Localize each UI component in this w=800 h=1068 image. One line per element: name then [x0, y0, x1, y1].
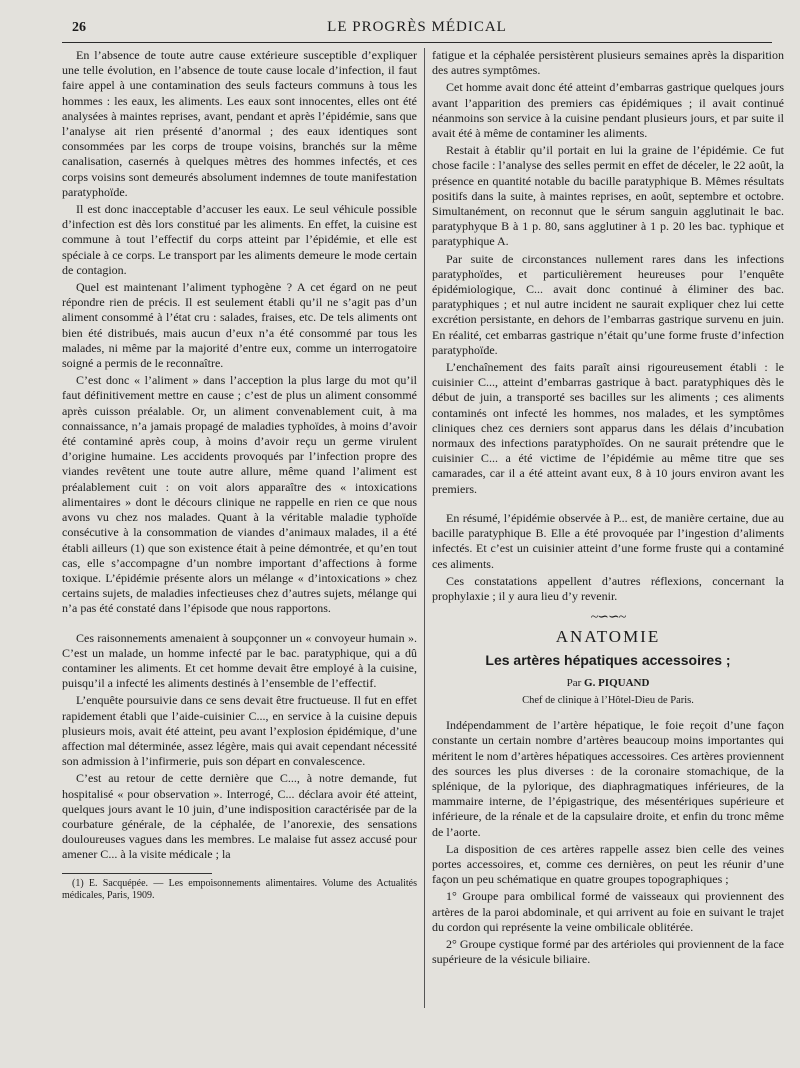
paragraph: C’est au retour de cette dernière que C..., à notre demande, fut hospitalisé « pour observation ». Interrogé, C... déclara avoir été atteint, quelques jours avant le 10 juin, d’une indisposition caractérisée par de la courbature générale, de la céphalée, de l’anorexie, des sensations douloureuses vagues dans les membres. Le malaise fut assez accusé pour amener C... à la visite médicale ; la: [62, 771, 417, 862]
page-header: [62, 16, 772, 43]
paragraph: Il est donc inacceptable d’accuser les eaux. Le seul véhicule possible d’infection est dès lors constitué par les aliments. En effet, la cuisine est commune à tout l’effectif du corps atteint par l’épidémie, et elle est spéciale à ce corps. Le transport par les aliments demeure le mode certain de contagion.: [62, 202, 417, 277]
paragraph: L’enquête poursuivie dans ce sens devait être fructueuse. Il fut en effet rapidement établi que l’aide-cuisinier C..., en service à la cuisine depuis plusieurs mois, avait été atteint, peu avant l’explosion épidémique, d’une affection mal déterminée, assez légère, mais qui avait cependant nécessité son admission à l’infirmerie, puis son départ en convalescence.: [62, 693, 417, 769]
paragraph: C’est donc « l’aliment » dans l’acception la plus large du mot qu’il faut définitivement mettre en cause ; c’est de plus un aliment consommé après cuisson préalable. Or, un aliment convenablement cuit, à ma connaissance, n’a jamais propagé de maladies typhoïdes, à moins d’avoir été contaminé après coup, à moins d’avoir reçu un germe virulent d’origine humaine. Les accidents provoqués par l’infection propre des viandes revêtent une toute autre allure, même quand l’aliment est préalablement cuit : on voit alors apparaître des « intoxications alimentaires » dont le décours clinique ne rappelle en rien ce que nous avons vu chez nos malades. Quant à la véritable maladie typhoïde consécutive à la consommation de viandes d’animaux malades, il a été établi ailleurs (1) que son existence était à peine démontrée, et qu’en tout cas, elle s’accompagne d’un nombre important d’affections à forme toxique. L’épidémie présente alors un mélange « d’intoxications » chez certains sujets, de maladies infectieuses chez d’autres sujets, mélange qui n’a pas été constaté dans l’épisode que nous rapportons.: [62, 373, 417, 616]
byline: [432, 676, 784, 691]
paragraph: Ces raisonnements amenaient à soupçonner un « convoyeur humain ». C’est un malade, un homme infecté par le bac. paratyphique, qui a dû contaminer les aliments. Et cet homme devait être employé à la cuisine, puisqu’il a infecté les aliments destinés à l’ensemble de l’effectif.: [62, 630, 417, 691]
paragraph: L’enchaînement des faits paraît ainsi rigoureusement établi : le cuisinier C..., atteint d’embarras gastrique à bact. paratyphiques dès le début de juin, a transporté ses bacilles sur les aliments ; ces aliments contaminés ont infecté les hommes, nos malades, et les symptômes cliniques chez ces derniers sont apparus dans les délais d’incubation normaux des infections paratyphoïdes. On ne saurait prétendre que le cuisinier C... a été victime de l’épidémie au même titre que ses camarades, car il a été atteint avant eux, 8 à 10 jours environ avant les premiers.: [432, 360, 784, 496]
paragraph: En l’absence de toute autre cause extérieure susceptible d’expliquer une telle évolution, en l’absence de toute cause locale d’infection, il faut faire appel à une contamination des seuls facteurs communs à tous les hommes : les eaux, les aliments. Les eaux sont innocentes, elles ont été analysées à maintes reprises, avant, pendant et après l’épidémie, sans que l’analyse ait rien présenté d’anormal ; des eaux identiques sont consommées par les corps de troupe voisins, branchés sur la même canalisation, casernés à quelques mètres des hommes infectés, et ces corps voisins sont demeurés absolument indemnes de toute manifestation paratyphoïde.: [62, 48, 417, 199]
left-column: [62, 48, 417, 904]
article-paragraph: Indépendamment de l’artère hépatique, le foie reçoit d’une façon constante un certain nombre d’artères beaucoup moins importantes qui méritent le nom d’artères hépatiques accessoires. Ces artères proviennent des sources les plus diverses : de la coronaire stomachique, de la splénique, de la pylorique, des diaphragmatiques inférieures, de la mammaire interne, de l’épigastrique, des mésentériques supérieure et inférieure, de la rénale et de la capsulaire droite, et enfin du tronc même de l’aorte.: [432, 718, 784, 839]
article-paragraph: 2° Groupe cystique formé par des artérioles qui proviennent de la face supérieure de la vésicule biliaire.: [432, 936, 784, 967]
page-number: 26: [72, 20, 86, 35]
paragraph-gap: [62, 619, 417, 631]
paragraph: Restait à établir qu’il portait en lui la graine de l’épidémie. Ce fut chose facile : l’analyse des selles permit en effet de déceler, le 22 août, la présence en quantité notable du bacille paratyphique B. Mêmes résultats positifs dans la suite, à maintes reprises, en août, septembre et octobre. Simultanément, on reconnut que le sérum sanguin agglutinait le bac. paratyphyque B à 1 p. 80, sans agglutiner à 1 p. 20 les bac. typhique et paratyphique A.: [432, 143, 784, 249]
right-column: [432, 48, 784, 969]
paragraph: fatigue et la céphalée persistèrent plusieurs semaines après la disparition des autres symptômes.: [432, 48, 784, 78]
author-name: G. PIQUAND: [584, 676, 650, 689]
column-divider: [424, 48, 425, 1008]
paragraph: En résumé, l’épidémie observée à P... est, de manière certaine, due au bacille paratyphique B. Elle a été provoquée par l’ingestion d’aliments infectés. Et c’est un cuisinier atteint d’une forme fruste qui a contaminé ces aliments.: [432, 510, 784, 571]
paragraph: Par suite de circonstances nullement rares dans les infections paratyphoïdes, et particulièrement heureuses pour l’enquête épidémiologique, C... avait donc continué à éliminer des bac. paratyphiques ; et nul autre incident ne saurait expliquer chez lui cette excrétion persistante, en dehors de l’embarras gastrique survenu en juin. En réalité, cet embarras gastrique n’était qu’une forme fruste d’infection paratyphoïde.: [432, 251, 784, 357]
article-paragraph: La disposition de ces artères rappelle assez bien celle des veines portes accessoires, et, comme ces dernières, on peut les réunir d’une façon un peu schématique en quatre groupes topographiques ;: [432, 841, 784, 887]
author-affiliation: Chef de clinique à l’Hôtel-Dieu de Paris.: [522, 694, 694, 706]
paragraph: Quel est maintenant l’aliment typhogène ? A cet égard on ne peut répondre rien de précis. Il est seulement établi qu’il ne s’agit pas d’un aliment consommé à l’état cru : salades, fraises, etc. De tels aliments ont bien été distribués, mais aucun d’eux n’a été consommé par tous les malades, ni même par la majorité d’entre eux, comme un interrogatoire soigné a permis de le reconnaître.: [62, 280, 417, 371]
paragraph: Ces constatations appellent d’autres réflexions, concernant la prophylaxie ; il y aura lieu d’y revenir.: [432, 573, 784, 603]
journal-title: LE PROGRÈS MÉDICAL: [327, 19, 507, 35]
article-paragraph: 1° Groupe para ombilical formé de vaisseaux qui proviennent des artères de la paroi abdominale, et qui arrivent au foie en suivant le trajet du cordon qui représente la veine ombilicale oblitérée.: [432, 889, 784, 934]
ornament-divider: ~∽∽~: [590, 610, 626, 626]
footnote-rule: [62, 873, 212, 874]
byline-prefix: Par: [566, 676, 582, 689]
footnote: (1) E. Sacquépée. — Les empoisonnements alimentaires. Volume des Actualités médicales, Paris, 1909.: [62, 877, 417, 901]
paragraph: Cet homme avait donc été atteint d’embarras gastrique quelques jours avant l’apparition des premiers cas épidémiques ; il avait continué néanmoins son service à la cuisine pendant plusieurs jours, et par suite il avait été à même de contaminer les aliments.: [432, 80, 784, 141]
section-title: ANATOMIE: [555, 627, 661, 647]
paragraph-gap: [432, 499, 784, 511]
article-title: Les artères hépatiques accessoires ;: [485, 651, 731, 668]
